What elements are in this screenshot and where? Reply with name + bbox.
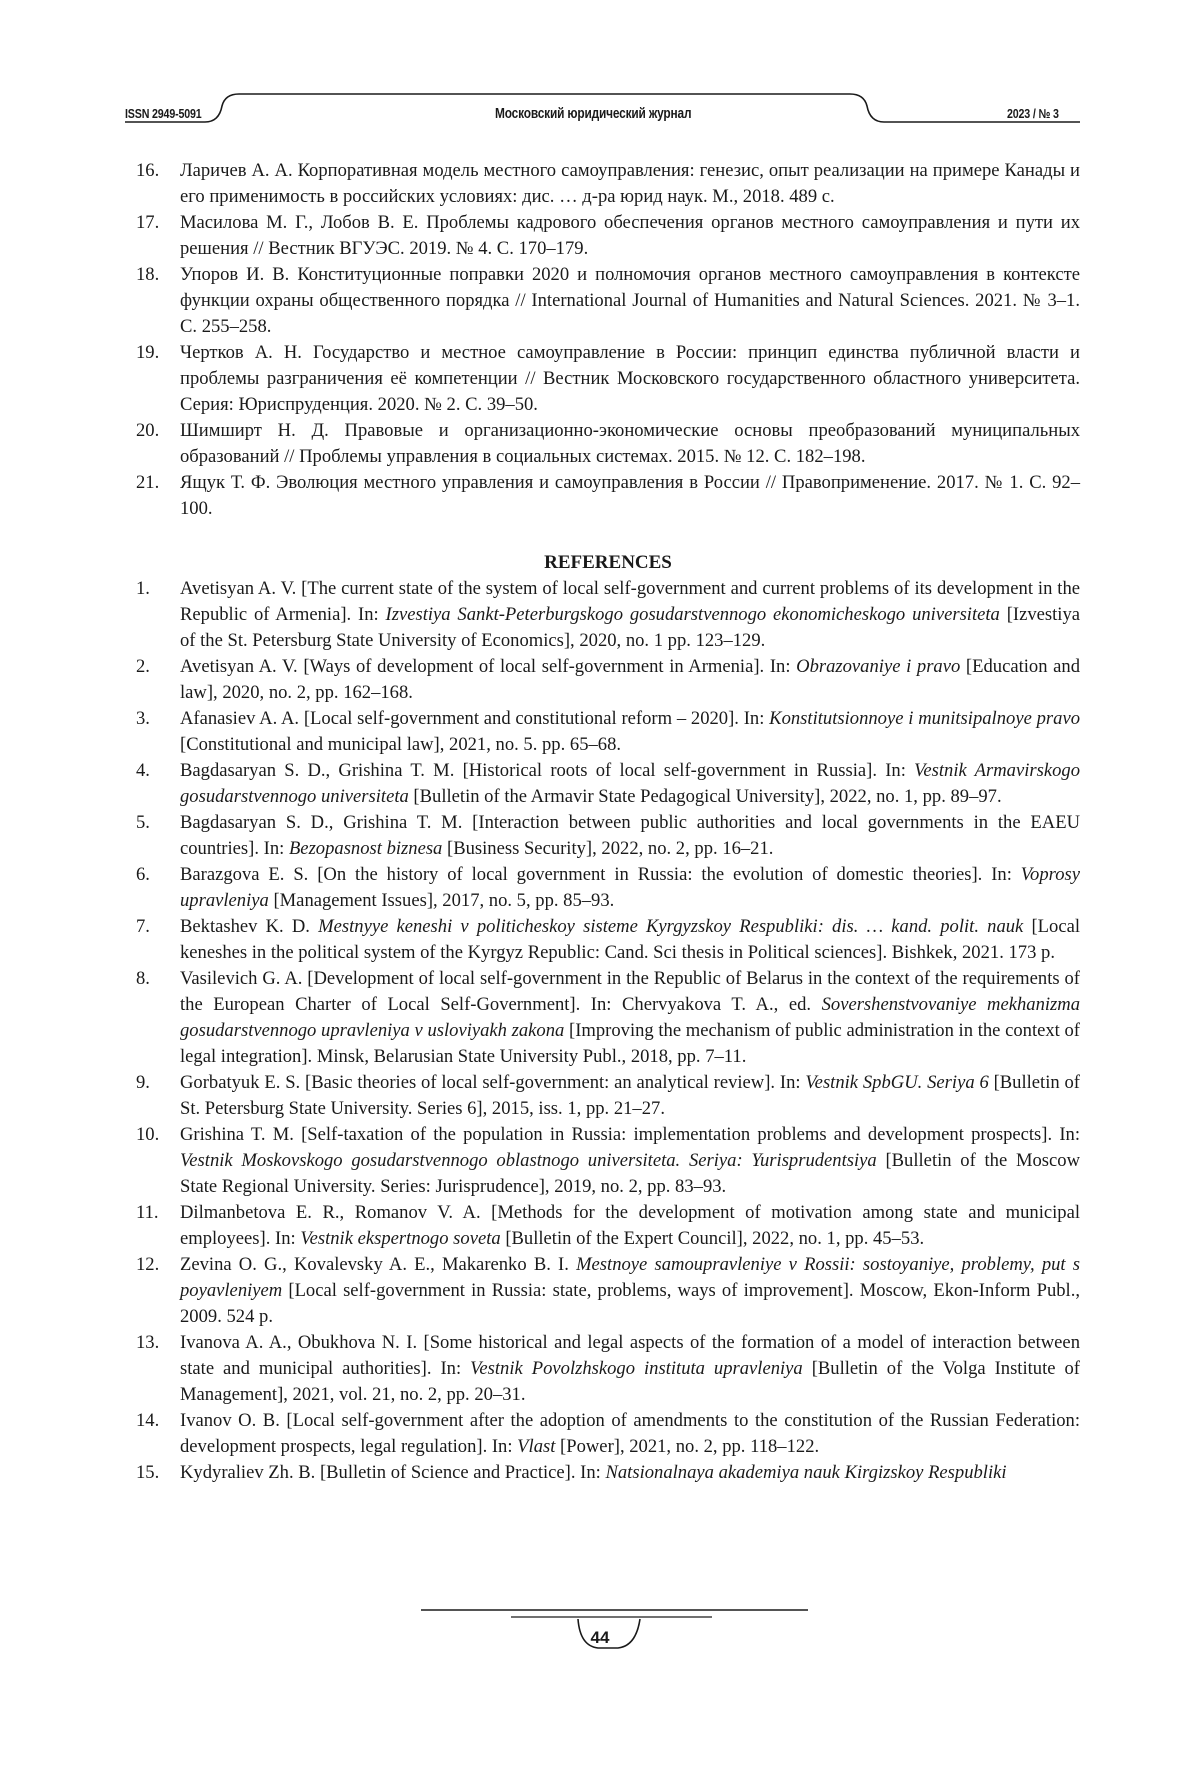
reference-number: 14. <box>136 1410 160 1431</box>
reference-text: Чертков А. Н. Государство и местное самоуправление в России: принцип единства публичной власти и проблемы разграничения её компетенции // Вестник Московского государственного областного университета. Серия: Юриспруденция. 2020. № 2. С. 39–50. <box>180 342 1080 415</box>
reference-text: Avetisyan A. V. [Ways of development of local self-government in Armenia]. In: Obrazovaniye i pravo [Education and law], 2020, no. 2, pp. 162–168. <box>180 656 1080 703</box>
english-references <box>136 576 1080 1486</box>
reference-list <box>136 158 1080 1486</box>
reference-text: Ivanova A. A., Obukhova N. I. [Some historical and legal aspects of the formation of a model of interaction between state and municipal authorities]. In: Vestnik Povolzhskogo instituta upravleniya [Bulletin of the Volga Institute of Management], 2021, vol. 21, no. 2, pp. 20–31. <box>180 1332 1080 1405</box>
reference-number: 3. <box>136 708 150 729</box>
reference-text: Bagdasaryan S. D., Grishina T. M. [Historical roots of local self-government in Russia]. In: Vestnik Armavirskogo gosudarstvennogo universiteta [Bulletin of the Armavir State Pedagogical University], 2022, no. 1, pp. 89–97. <box>180 760 1080 807</box>
reference-text: Barazgova E. S. [On the history of local government in Russia: the evolution of domestic theories]. In: Voprosy upravleniya [Management Issues], 2017, no. 5, pp. 85–93. <box>180 864 1080 911</box>
reference-text: Vasilevich G. A. [Development of local self-government in the Republic of Belarus in the context of the requirements of the European Charter of Local Self-Government]. In: Chervyakova T. A., ed. Sovershenstvovaniye mekhanizma gosudarstvennogo upravleniya v usloviyakh zakona [Improving the mechanism of public administration in the context of legal integration]. Minsk, Belarusian State University Publ., 2018, pp. 7–11. <box>180 968 1080 1067</box>
references-heading: REFERENCES <box>544 552 672 573</box>
journal-title: Московский юридический журнал <box>495 106 692 122</box>
reference-text: Gorbatyuk E. S. [Basic theories of local self-government: an analytical review]. In: Vestnik SpbGU. Seriya 6 [Bulletin of St. Petersburg State University. Series 6], 2015, iss. 1, pp. 21–27. <box>180 1072 1081 1119</box>
reference-text: Dilmanbetova E. R., Romanov V. A. [Methods for the development of motivation among state and municipal employees]. In: Vestnik ekspertnogo soveta [Bulletin of the Expert Council], 2022, no. 1, pp. 45–53. <box>180 1202 1080 1249</box>
reference-text: Grishina T. M. [Self-taxation of the population in Russia: implementation problems and development prospects]. In: Vestnik Moskovskogo gosudarstvennogo oblastnogo universiteta. Seriya: Yurisprudentsiya [Bulletin of the Moscow State Regional University. Series: Jurisprudence], 2019, no. 2, pp. 83–93. <box>180 1124 1080 1197</box>
reference-text: Bagdasaryan S. D., Grishina T. M. [Interaction between public authorities and local governments in the EAEU countries]. In: Bezopasnost biznesa [Business Security], 2022, no. 2, pp. 16–21. <box>180 812 1080 859</box>
page-number: 44 <box>590 1628 610 1647</box>
reference-number: 6. <box>136 864 150 885</box>
reference-number: 9. <box>136 1072 150 1093</box>
reference-item <box>136 1460 1080 1486</box>
reference-item <box>136 1252 1080 1330</box>
reference-number: 15. <box>136 1462 160 1483</box>
reference-item <box>136 966 1080 1070</box>
reference-item <box>136 1070 1080 1122</box>
reference-number: 1. <box>136 578 150 599</box>
reference-number: 21. <box>136 472 160 493</box>
issn: ISSN 2949-5091 <box>125 106 202 121</box>
reference-number: 18. <box>136 264 160 285</box>
reference-number: 4. <box>136 760 150 781</box>
reference-text: Zevina O. G., Kovalevsky A. E., Makarenko B. I. Mestnoye samoupravleniye v Rossii: sostoyaniye, problemy, put s poyavleniyem [Local self-government in Russia: state, problems, ways of improvement]. Moscow, Ekon-Inform Publ., 2009. 524 p. <box>180 1254 1080 1327</box>
reference-item <box>136 210 1080 262</box>
russian-references <box>136 158 1080 522</box>
reference-item <box>136 862 1080 914</box>
reference-number: 20. <box>136 420 160 441</box>
reference-number: 10. <box>136 1124 160 1145</box>
reference-item <box>136 418 1080 470</box>
reference-item <box>136 1330 1080 1408</box>
reference-number: 8. <box>136 968 150 989</box>
reference-text: Ларичев А. А. Корпоративная модель местного самоуправления: генезис, опыт реализации на примере Канады и его применимость в российских условиях: дис. … д-ра юрид наук. М., 2018. 489 с. <box>180 160 1080 207</box>
reference-text: Bektashev K. D. Mestnyye keneshi v politicheskoy sisteme Kyrgyzskoy Respubliki: dis. … kand. polit. nauk [Local keneshes in the political system of the Kyrgyz Republic: Cand. Sci thesis in Political sciences]. Bishkek, 2021. 173 p. <box>180 916 1081 963</box>
reference-item <box>136 706 1080 758</box>
reference-text: Afanasiev A. A. [Local self-government and constitutional reform – 2020]. In: Konstitutsionnoye i munitsipalnoye pravo [Constitutional and municipal law], 2021, no. 5. pp. 65–68. <box>180 708 1080 755</box>
reference-item <box>136 1200 1080 1252</box>
reference-text: Kydyraliev Zh. B. [Bulletin of Science and Practice]. In: Natsionalnaya akademiya nauk Kirgizskoy Respubliki <box>180 1462 1007 1483</box>
reference-number: 5. <box>136 812 150 833</box>
issue-number: 2023 / № 3 <box>1007 106 1059 121</box>
reference-number: 11. <box>136 1202 159 1223</box>
reference-number: 12. <box>136 1254 160 1275</box>
reference-item <box>136 340 1080 418</box>
reference-item <box>136 1122 1080 1200</box>
reference-number: 7. <box>136 916 150 937</box>
reference-item <box>136 158 1080 210</box>
reference-text: Ящук Т. Ф. Эволюция местного управления и самоуправления в России // Правоприменение. 2017. № 1. С. 92–100. <box>180 472 1080 519</box>
reference-text: Масилова М. Г., Лобов В. Е. Проблемы кадрового обеспечения органов местного самоуправления и пути их решения // Вестник ВГУЭС. 2019. № 4. С. 170–179. <box>180 212 1080 259</box>
reference-text: Упоров И. В. Конституционные поправки 2020 и полномочия органов местного самоуправления в контексте функции охраны общественного порядка // International Journal of Humanities and Natural Sciences. 2021. № 3–1. С. 255–258. <box>180 264 1080 337</box>
reference-number: 19. <box>136 342 160 363</box>
reference-item <box>136 262 1080 340</box>
reference-item <box>136 914 1080 966</box>
reference-item <box>136 654 1080 706</box>
reference-text: Шимширт Н. Д. Правовые и организационно-экономические основы преобразований муниципальных образований // Проблемы управления в социальных системах. 2015. № 12. С. 182–198. <box>180 420 1080 467</box>
reference-item <box>136 1408 1080 1460</box>
reference-number: 16. <box>136 160 160 181</box>
reference-number: 13. <box>136 1332 160 1353</box>
running-header <box>125 92 1080 138</box>
reference-text: Ivanov O. B. [Local self-government after the adoption of amendments to the constitution of the Russian Federation: development prospects, legal regulation]. In: Vlast [Power], 2021, no. 2, pp. 118–122. <box>180 1410 1080 1457</box>
reference-item <box>136 810 1080 862</box>
reference-number: 2. <box>136 656 150 677</box>
reference-item <box>136 470 1080 522</box>
reference-item <box>136 576 1080 654</box>
reference-number: 17. <box>136 212 160 233</box>
reference-text: Avetisyan A. V. [The current state of the system of local self-government and current problems of its development in the Republic of Armenia]. In: Izvestiya Sankt-Peterburgskogo gosudarstvennogo ekonomicheskogo universiteta [Izvestiya of the St. Petersburg State University of Economics], 2020, no. 1 pp. 123–129. <box>180 578 1081 651</box>
reference-item <box>136 758 1080 810</box>
